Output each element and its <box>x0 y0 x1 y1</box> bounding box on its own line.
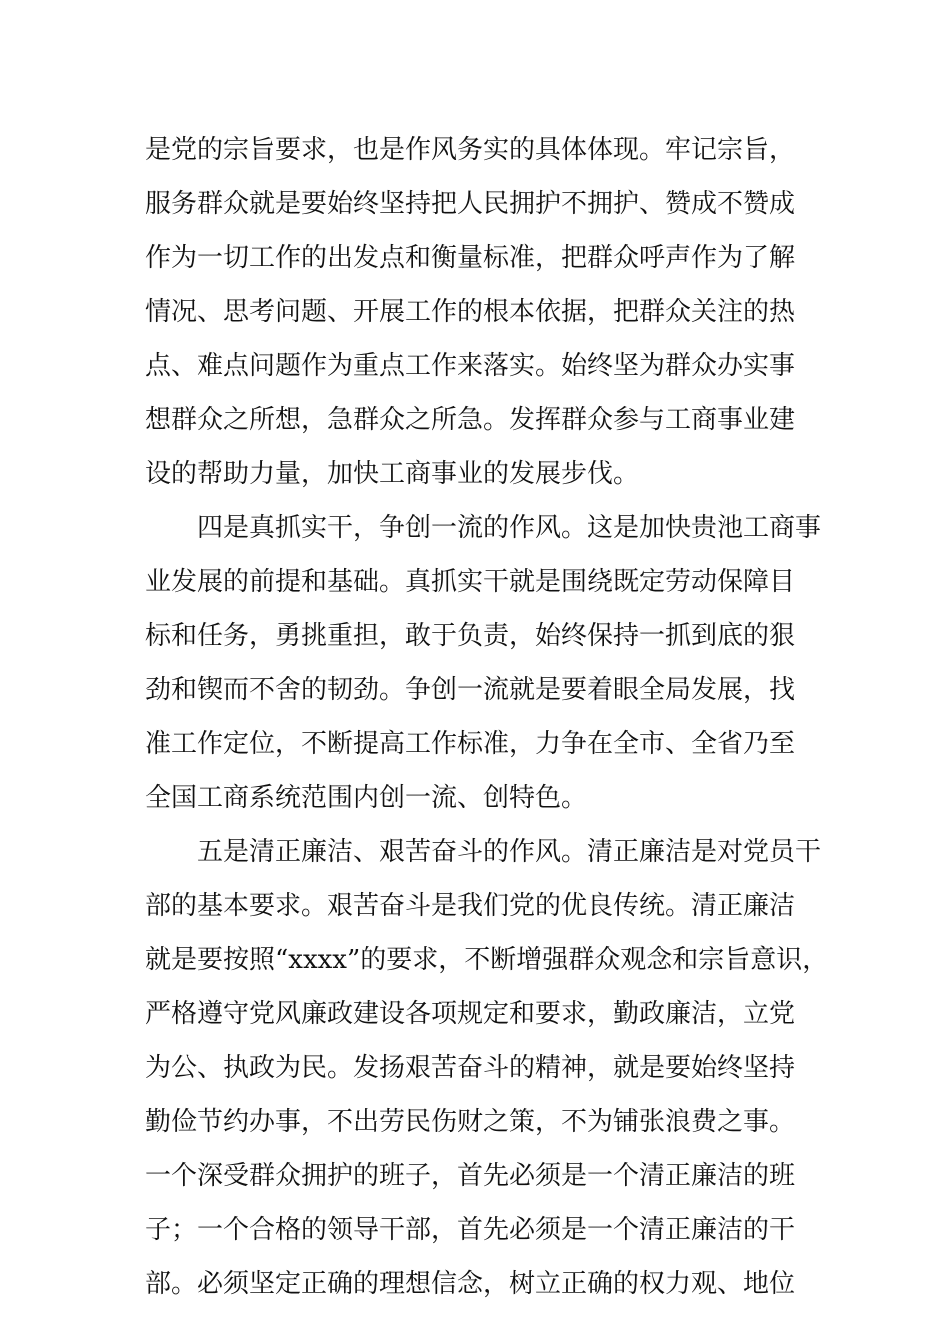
text-line: 全国工商系统范围内创一流、创特色。 <box>145 783 588 813</box>
body-text <box>145 123 829 1311</box>
text-line: 五是清正廉洁、艰苦奋斗的作风。清正廉洁是对党员干 <box>145 837 822 867</box>
text-line: 部的基本要求。艰苦奋斗是我们党的优良传统。清正廉洁 <box>145 891 796 921</box>
text-line: 四是真抓实干，争创一流的作风。这是加快贵池工商事 <box>145 513 822 543</box>
text-line: 子；一个合格的领导干部，首先必须是一个清正廉洁的干 <box>145 1215 796 1245</box>
text-line: 服务群众就是要始终坚持把人民拥护不拥护、赞成不赞成 <box>145 189 796 219</box>
text-line: 一个深受群众拥护的班子，首先必须是一个清正廉洁的班 <box>145 1161 796 1191</box>
text-line: 劲和锲而不舍的韧劲。争创一流就是要着眼全局发展，找 <box>145 675 796 705</box>
text-line: 是党的宗旨要求，也是作风务实的具体体现。牢记宗旨， <box>145 135 796 165</box>
text-line: 勤俭节约办事，不出劳民伤财之策，不为铺张浪费之事。 <box>145 1107 796 1137</box>
text-line: 点、难点问题作为重点工作来落实。始终坚为群众办实事 <box>145 351 796 381</box>
text-line: 业发展的前提和基础。真抓实干就是围绕既定劳动保障目 <box>145 567 796 597</box>
text-line: 想群众之所想，急群众之所急。发挥群众参与工商事业建 <box>145 405 796 435</box>
text-line: 部。必须坚定正确的理想信念，树立正确的权力观、地位 <box>145 1269 796 1299</box>
text-line: 标和任务，勇挑重担，敢于负责，始终保持一抓到底的狠 <box>145 621 796 651</box>
text-line: 情况、思考问题、开展工作的根本依据，把群众关注的热 <box>145 297 796 327</box>
text-line: 作为一切工作的出发点和衡量标准，把群众呼声作为了解 <box>145 243 796 273</box>
text-line: 为公、执政为民。发扬艰苦奋斗的精神，就是要始终坚持 <box>145 1053 796 1083</box>
text-line: 严格遵守党风廉政建设各项规定和要求，勤政廉洁，立党 <box>145 999 796 1029</box>
text-line: 设的帮助力量，加快工商事业的发展步伐。 <box>145 459 640 489</box>
text-line: 就是要按照“xxxx”的要求，不断增强群众观念和宗旨意识， <box>145 945 829 975</box>
text-line: 准工作定位，不断提高工作标准，力争在全市、全省乃至 <box>145 729 796 759</box>
